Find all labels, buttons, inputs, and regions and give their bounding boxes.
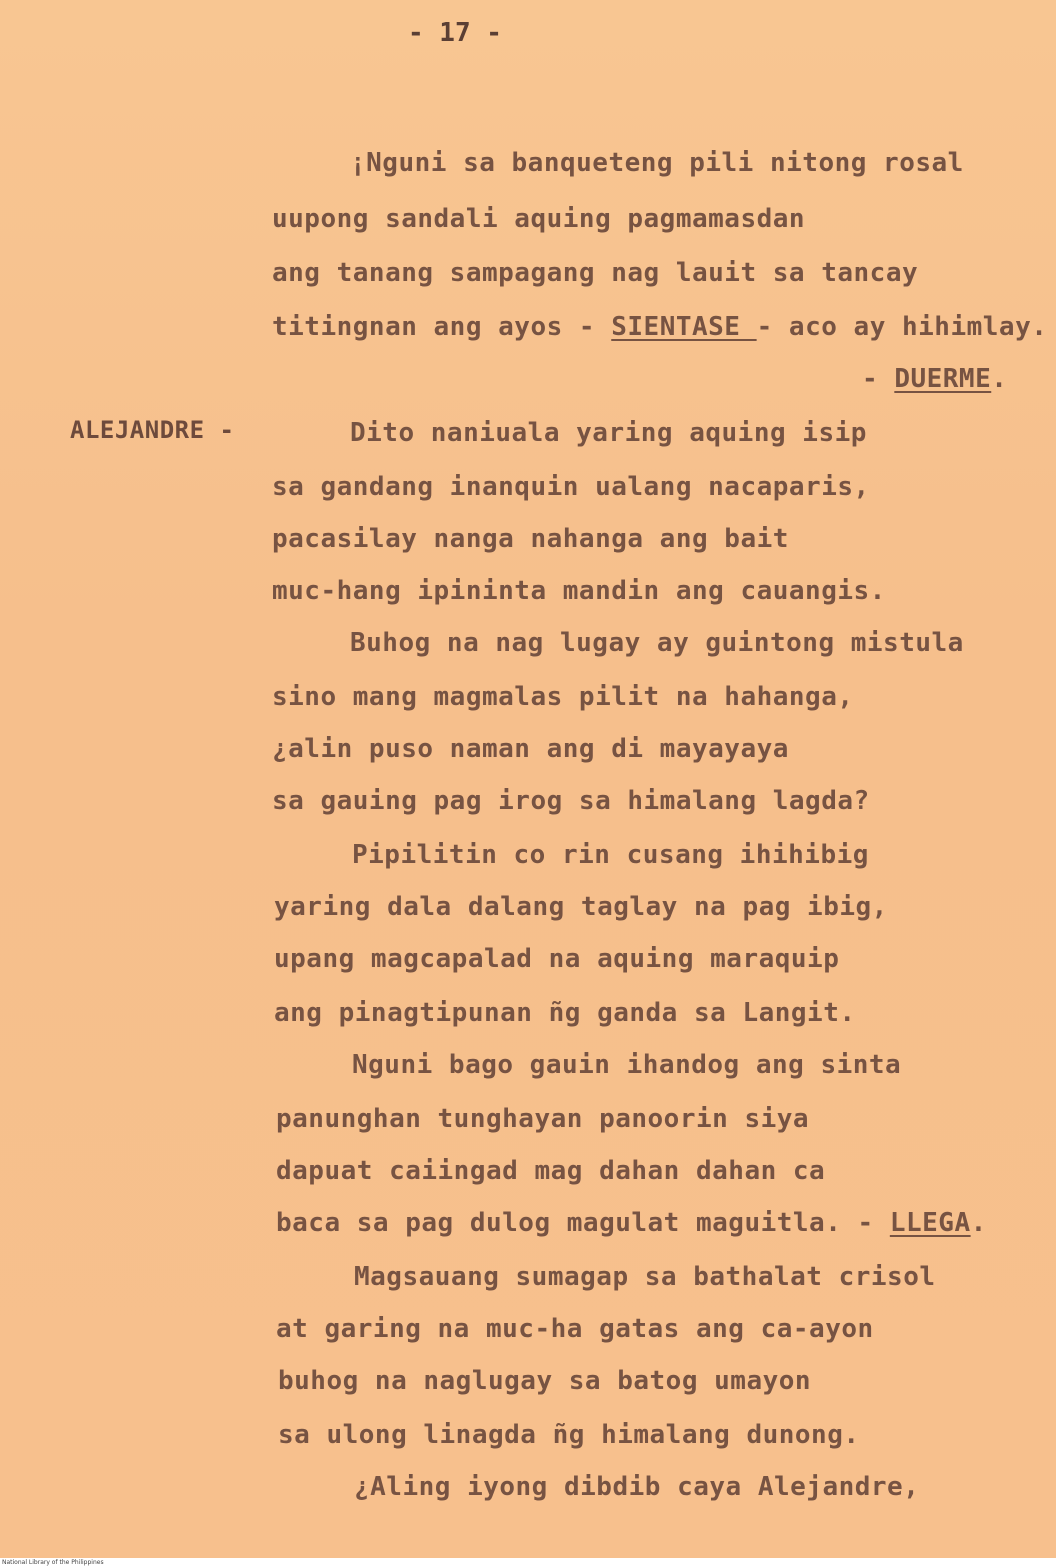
verse-line: sa ulong linagda ñg himalang dunong. [278, 1420, 860, 1450]
verse-line: sa gandang inanquin ualang nacaparis, [272, 472, 870, 502]
period: . [991, 364, 1008, 394]
verse-line: ¿alin puso naman ang di mayayaya [272, 734, 789, 764]
stage-direction: SIENTASE [611, 312, 757, 342]
verse-line: yaring dala dalang taglay na pag ibig, [274, 892, 888, 922]
verse-line: ang tanang sampagang nag lauit sa tancay [272, 258, 919, 288]
verse-line: sino mang magmalas pilit na hahanga, [272, 682, 854, 712]
speaker-name: ALEJANDRE - [70, 416, 235, 444]
verse-line: Pipilitin co rin cusang ihihibig [352, 840, 869, 870]
verse-line: sa gauing pag irog sa himalang lagda? [272, 786, 870, 816]
verse-text: titingnan ang ayos - [272, 312, 612, 342]
verse-text: baca sa pag dulog magulat maguitla. - [276, 1208, 890, 1238]
stage-direction: DUERME [894, 364, 992, 394]
verse-line: ang pinagtipunan ñg ganda sa Langit. [274, 998, 856, 1028]
verse-line: Dito naniuala yaring aquing isip [350, 418, 867, 448]
verse-line: ¡Nguni sa banqueteng pili nitong rosal [350, 148, 964, 178]
verse-line: panunghan tunghayan panoorin siya [276, 1104, 810, 1134]
verse-text: - aco ay hihimlay. [756, 312, 1048, 342]
dash: - [862, 364, 895, 394]
verse-line: at garing na muc-ha gatas ang ca-ayon [276, 1314, 874, 1344]
verse-line: dapuat caiingad mag dahan dahan ca [276, 1156, 826, 1186]
verse-line-with-direction [276, 1208, 987, 1238]
verse-line: Buhog na nag lugay ay guintong mistula [350, 628, 964, 658]
verse-line: buhog na naglugay sa batog umayon [278, 1366, 812, 1396]
verse-line: pacasilay nanga nahanga ang bait [272, 524, 789, 554]
page-number: - 17 - [408, 18, 502, 48]
stage-direction-line [862, 364, 1007, 394]
verse-line-with-direction [272, 312, 1047, 342]
stage-direction: LLEGA [889, 1208, 971, 1238]
verse-line: muc-hang ipininta mandin ang cauangis. [272, 576, 886, 606]
verse-line: uupong sandali aquing pagmamasdan [272, 204, 806, 234]
verse-line: upang magcapalad na aquing maraquip [274, 944, 840, 974]
verse-line: Magsauang sumagap sa bathalat crisol [354, 1262, 936, 1292]
verse-line: ¿Aling iyong dibdib caya Alejandre, [354, 1472, 920, 1502]
footer-credit: National Library of the Philippines [0, 1558, 1056, 1568]
verse-line: Nguni bago gauin ihandog ang sinta [352, 1050, 902, 1080]
verse-text: . [970, 1208, 987, 1238]
